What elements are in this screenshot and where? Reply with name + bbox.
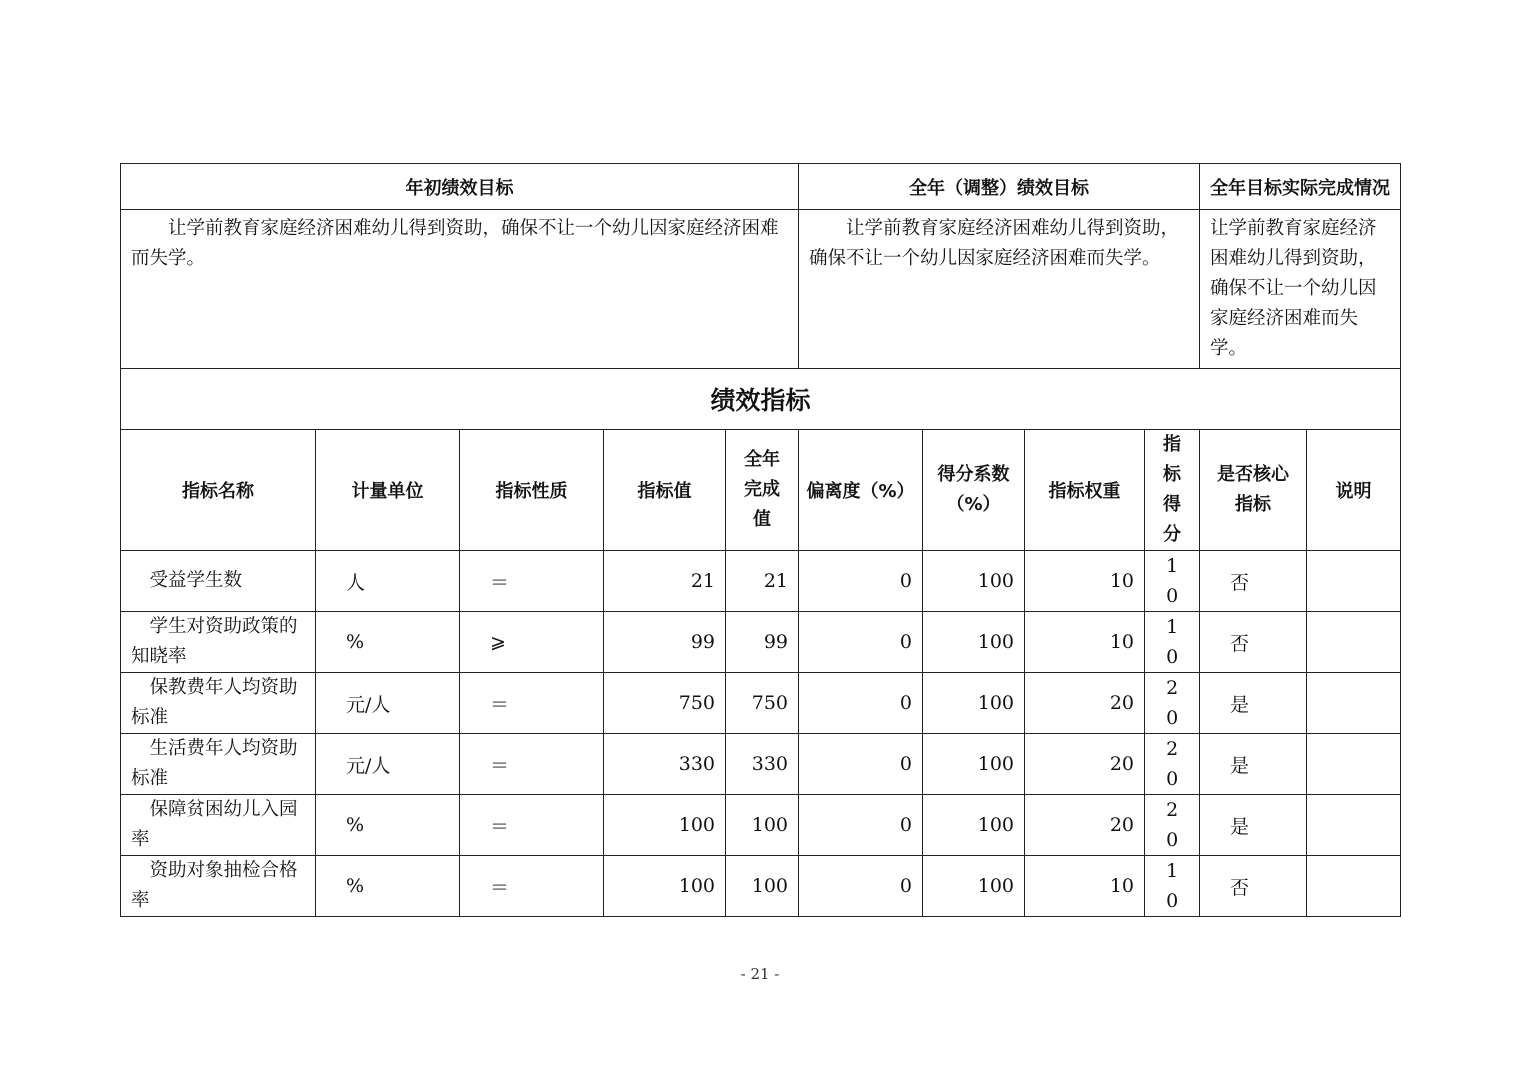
nature-cell: ＝	[460, 673, 604, 734]
indicator-name: 受益学生数	[149, 570, 243, 591]
unit-cell: 元/人	[316, 734, 460, 795]
table-row	[121, 673, 1401, 734]
indicator-name-cell	[121, 795, 316, 856]
col-header-note: 说明	[1307, 430, 1401, 551]
table-row	[121, 734, 1401, 795]
actual-value-cell: 100	[726, 856, 799, 917]
weight-cell: 10	[1025, 612, 1145, 673]
target-value-cell: 99	[604, 612, 726, 673]
indicator-name: 学生对资助政策的知晓率	[131, 616, 298, 667]
col-header-nature: 指标性质	[460, 430, 604, 551]
deviation-cell: 0	[799, 734, 923, 795]
indicator-name-cell	[121, 612, 316, 673]
score-cell	[1145, 795, 1200, 856]
col-header-core-text: 是否核心指标	[1217, 464, 1290, 515]
column-header-row	[121, 430, 1401, 551]
note-cell	[1307, 734, 1401, 795]
score-value: 20	[1166, 799, 1179, 851]
deviation-cell: 0	[799, 856, 923, 917]
core-flag-cell: 是	[1200, 673, 1307, 734]
initial-goal-text: 让学前教育家庭经济困难幼儿得到资助，确保不让一个幼儿因家庭经济困难而失学。	[121, 210, 799, 369]
coefficient-cell: 100	[923, 673, 1025, 734]
actual-goal-text: 让学前教育家庭经济困难幼儿得到资助，确保不让一个幼儿因家庭经济困难而失学。	[1200, 210, 1401, 369]
nature-cell: ＝	[460, 856, 604, 917]
adjusted-goal-header: 全年（调整）绩效目标	[799, 164, 1200, 210]
indicator-name-cell	[121, 551, 316, 612]
note-cell	[1307, 856, 1401, 917]
score-value: 10	[1166, 555, 1179, 607]
indicator-name-cell	[121, 673, 316, 734]
indicator-name: 保障贫困幼儿入园率	[131, 799, 298, 850]
score-value: 20	[1166, 677, 1179, 729]
deviation-cell: 0	[799, 673, 923, 734]
deviation-cell: 0	[799, 612, 923, 673]
table-row	[121, 612, 1401, 673]
core-flag-cell: 否	[1200, 612, 1307, 673]
table-row	[121, 856, 1401, 917]
score-cell	[1145, 612, 1200, 673]
col-header-unit: 计量单位	[316, 430, 460, 551]
deviation-cell: 0	[799, 551, 923, 612]
score-value: 10	[1166, 860, 1179, 912]
note-cell	[1307, 795, 1401, 856]
weight-cell: 20	[1025, 673, 1145, 734]
initial-goal-header: 年初绩效目标	[121, 164, 799, 210]
score-cell	[1145, 551, 1200, 612]
coefficient-cell: 100	[923, 795, 1025, 856]
score-cell	[1145, 673, 1200, 734]
actual-value-cell: 330	[726, 734, 799, 795]
core-flag-cell: 否	[1200, 551, 1307, 612]
performance-table	[120, 163, 1401, 917]
core-flag-cell: 否	[1200, 856, 1307, 917]
adjusted-goal-text: 让学前教育家庭经济困难幼儿得到资助，确保不让一个幼儿因家庭经济困难而失学。	[799, 210, 1200, 369]
unit-cell: 元/人	[316, 673, 460, 734]
coefficient-cell: 100	[923, 612, 1025, 673]
score-value: 10	[1166, 616, 1179, 668]
unit-cell: 人	[316, 551, 460, 612]
actual-value-cell: 99	[726, 612, 799, 673]
actual-goal-header: 全年目标实际完成情况	[1200, 164, 1401, 210]
col-header-coefficient-text: 得分系数（%）	[937, 464, 1010, 515]
target-value-cell: 330	[604, 734, 726, 795]
note-cell	[1307, 612, 1401, 673]
col-header-deviation: 偏离度（%）	[799, 430, 923, 551]
nature-cell: ⩾	[460, 612, 604, 673]
actual-value-cell: 100	[726, 795, 799, 856]
score-cell	[1145, 856, 1200, 917]
col-header-actual	[726, 430, 799, 551]
weight-cell: 20	[1025, 795, 1145, 856]
score-cell	[1145, 734, 1200, 795]
weight-cell: 10	[1025, 856, 1145, 917]
col-header-score	[1145, 430, 1200, 551]
indicator-name: 资助对象抽检合格率	[131, 860, 298, 911]
page-number: - 21 -	[740, 965, 780, 983]
col-header-score-text: 指标得分	[1163, 434, 1181, 545]
target-value-cell: 100	[604, 795, 726, 856]
note-cell	[1307, 673, 1401, 734]
indicator-name-cell	[121, 856, 316, 917]
nature-cell: ＝	[460, 551, 604, 612]
col-header-coefficient	[923, 430, 1025, 551]
unit-cell: %	[316, 856, 460, 917]
indicator-name-cell	[121, 734, 316, 795]
unit-cell: %	[316, 612, 460, 673]
table-row	[121, 551, 1401, 612]
col-header-actual-text: 全年完成值	[744, 449, 780, 530]
col-header-weight: 指标权重	[1025, 430, 1145, 551]
col-header-core	[1200, 430, 1307, 551]
weight-cell: 10	[1025, 551, 1145, 612]
table-row	[121, 795, 1401, 856]
core-flag-cell: 是	[1200, 795, 1307, 856]
note-cell	[1307, 551, 1401, 612]
target-value-cell: 100	[604, 856, 726, 917]
coefficient-cell: 100	[923, 856, 1025, 917]
nature-cell: ＝	[460, 734, 604, 795]
target-value-cell: 750	[604, 673, 726, 734]
score-value: 20	[1166, 738, 1179, 790]
core-flag-cell: 是	[1200, 734, 1307, 795]
coefficient-cell: 100	[923, 734, 1025, 795]
nature-cell: ＝	[460, 795, 604, 856]
unit-cell: %	[316, 795, 460, 856]
col-header-indicator-name: 指标名称	[121, 430, 316, 551]
indicator-rows	[121, 551, 1401, 917]
actual-value-cell: 21	[726, 551, 799, 612]
col-header-target: 指标值	[604, 430, 726, 551]
actual-value-cell: 750	[726, 673, 799, 734]
section-title: 绩效指标	[121, 369, 1401, 430]
weight-cell: 20	[1025, 734, 1145, 795]
target-value-cell: 21	[604, 551, 726, 612]
deviation-cell: 0	[799, 795, 923, 856]
indicator-name: 保教费年人均资助标准	[131, 677, 298, 728]
indicator-name: 生活费年人均资助标准	[131, 738, 298, 789]
coefficient-cell: 100	[923, 551, 1025, 612]
